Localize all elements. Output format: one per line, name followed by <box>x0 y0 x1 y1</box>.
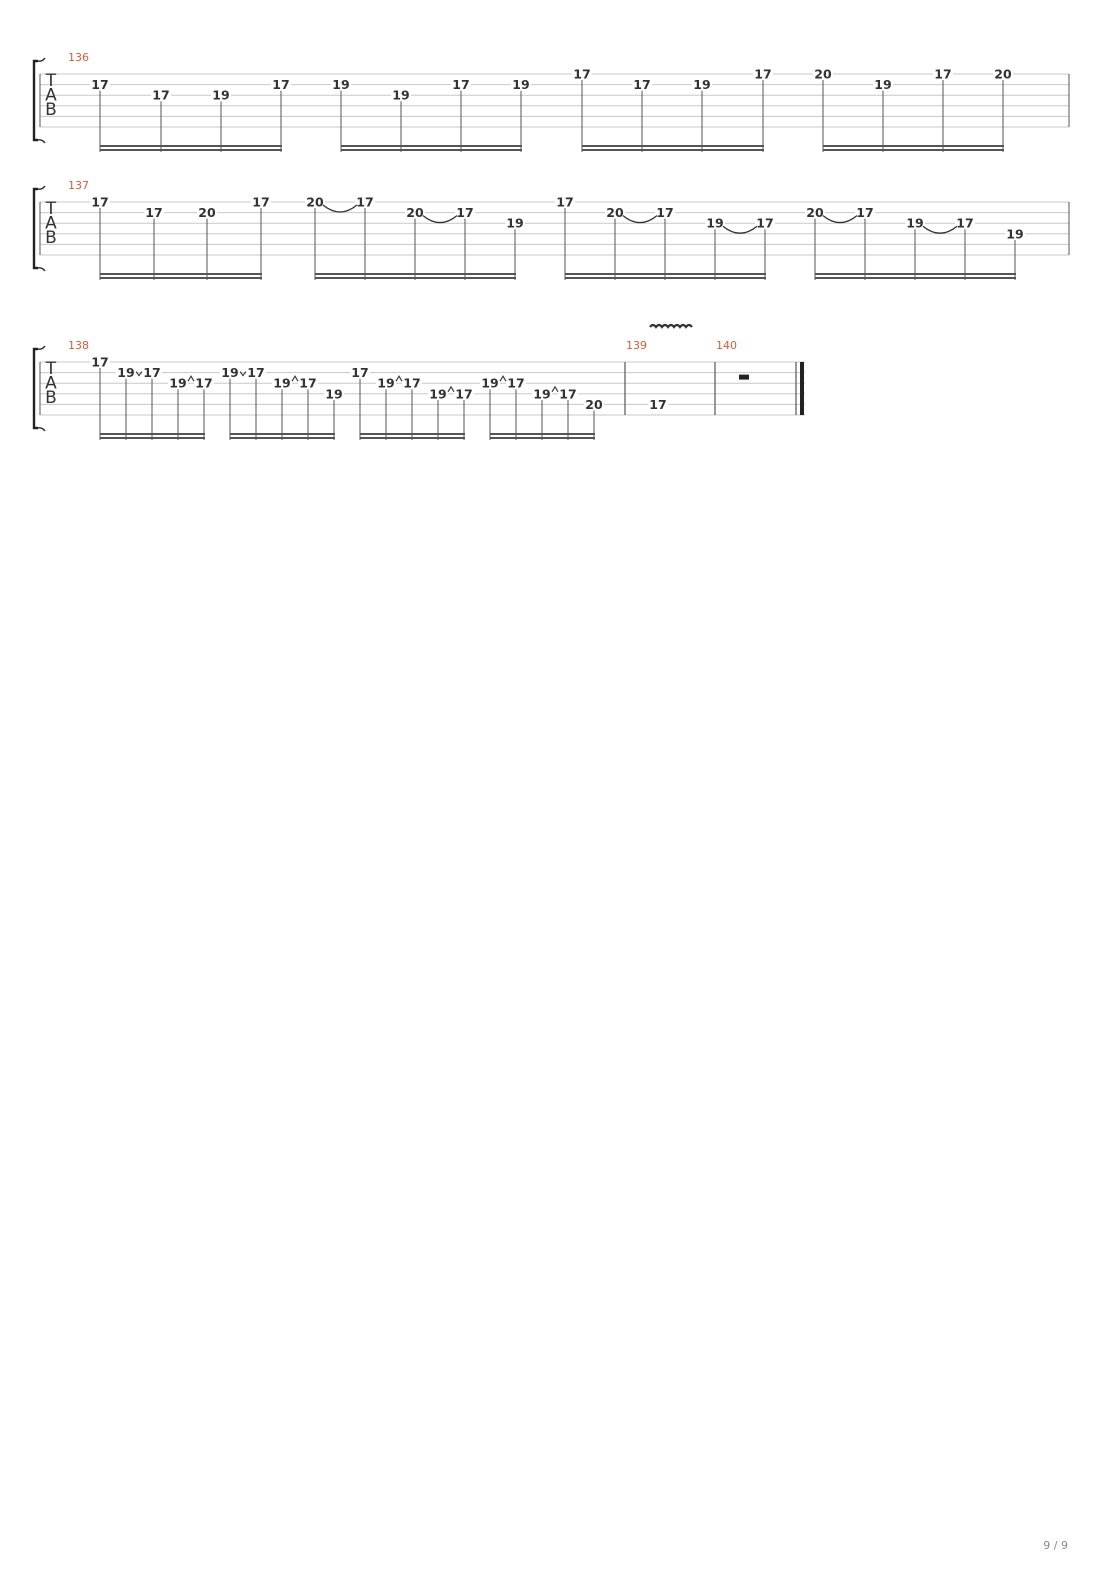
fret-number: 19 <box>273 375 291 391</box>
fret-number: 20 <box>814 66 832 82</box>
bracket-tip-bottom <box>38 140 45 143</box>
slur <box>423 216 457 223</box>
slur <box>823 216 857 223</box>
fret-number: 17 <box>455 386 473 402</box>
measure-number: 137 <box>68 179 89 192</box>
fret-number: 17 <box>91 194 109 210</box>
tab-system-2 <box>34 179 1069 280</box>
beam-primary <box>341 145 522 147</box>
fret-number: 17 <box>143 365 161 381</box>
fret-number: 17 <box>195 375 213 391</box>
fret-number: 20 <box>306 194 324 210</box>
beam-secondary <box>815 277 1016 279</box>
fret-number: 17 <box>247 365 265 381</box>
vibrato-mark <box>650 325 692 327</box>
fret-number: 19 <box>117 365 135 381</box>
fret-number: 19 <box>1006 226 1024 242</box>
fret-number: 17 <box>356 194 374 210</box>
beam-secondary <box>100 437 205 439</box>
fret-number: 20 <box>806 205 824 221</box>
beam-primary <box>582 145 764 147</box>
fret-number: 20 <box>406 205 424 221</box>
fret-number: 17 <box>956 215 974 231</box>
system-bracket <box>34 349 38 428</box>
beam-primary <box>100 145 282 147</box>
fret-number: 20 <box>606 205 624 221</box>
final-barline-thick <box>800 362 804 415</box>
fret-number: 17 <box>91 77 109 93</box>
measure-number: 136 <box>68 51 89 64</box>
beam-secondary <box>360 437 465 439</box>
tab-system-1 <box>34 51 1069 152</box>
beam-primary <box>100 273 262 275</box>
fret-number: 19 <box>506 215 524 231</box>
fret-number: 19 <box>169 375 187 391</box>
fret-number: 17 <box>403 375 421 391</box>
bracket-tip-top <box>38 186 45 189</box>
beam-secondary <box>315 277 516 279</box>
fret-number: 19 <box>874 77 892 93</box>
fret-number: 19 <box>706 215 724 231</box>
tab-clef-letter: B <box>45 388 57 408</box>
hammer-on-mark <box>552 387 558 392</box>
fret-number: 19 <box>906 215 924 231</box>
beam-secondary <box>823 149 1004 151</box>
beam-secondary <box>341 149 522 151</box>
system-bracket <box>34 61 38 140</box>
fret-number: 17 <box>299 375 317 391</box>
beam-primary <box>100 433 205 435</box>
tab-clef-letter: B <box>45 100 57 120</box>
page-number: 9 / 9 <box>1043 1539 1068 1552</box>
hammer-on-mark <box>448 387 454 392</box>
beam-secondary <box>230 437 335 439</box>
beam-primary <box>490 433 595 435</box>
fret-number: 17 <box>556 194 574 210</box>
fret-number: 17 <box>507 375 525 391</box>
fret-number: 17 <box>452 77 470 93</box>
slur <box>323 205 357 212</box>
measure-number: 139 <box>626 339 647 352</box>
tab-system-3 <box>34 325 805 440</box>
fret-number: 17 <box>152 87 170 103</box>
fret-number: 17 <box>649 396 667 412</box>
fret-number: 19 <box>481 375 499 391</box>
fret-number: 17 <box>91 354 109 370</box>
beam-secondary <box>565 277 766 279</box>
hammer-on-mark <box>188 376 194 381</box>
bracket-tip-bottom <box>38 428 45 431</box>
slur <box>923 226 957 233</box>
fret-number: 19 <box>221 365 239 381</box>
measure-number: 140 <box>716 339 737 352</box>
fret-number: 19 <box>429 386 447 402</box>
measure-number: 138 <box>68 339 89 352</box>
fret-number: 17 <box>456 205 474 221</box>
fret-number: 20 <box>198 205 216 221</box>
hammer-on-mark <box>396 376 402 381</box>
fret-number: 17 <box>573 66 591 82</box>
fret-number: 19 <box>325 386 343 402</box>
fret-number: 20 <box>585 396 603 412</box>
fret-number: 20 <box>994 66 1012 82</box>
bracket-tip-top <box>38 58 45 61</box>
beam-secondary <box>582 149 764 151</box>
fret-number: 19 <box>533 386 551 402</box>
hammer-on-mark <box>500 376 506 381</box>
fret-number: 17 <box>272 77 290 93</box>
tab-clef-letter: B <box>45 228 57 248</box>
fret-number: 17 <box>351 365 369 381</box>
slur <box>623 216 657 223</box>
fret-number: 17 <box>934 66 952 82</box>
slur <box>723 226 757 233</box>
beam-secondary <box>100 149 282 151</box>
fret-number: 19 <box>693 77 711 93</box>
fret-number: 19 <box>392 87 410 103</box>
fret-number: 19 <box>512 77 530 93</box>
beam-primary <box>315 273 516 275</box>
fret-number: 17 <box>756 215 774 231</box>
hammer-on-mark <box>292 376 298 381</box>
fret-number: 19 <box>332 77 350 93</box>
tab-clef-letter: T <box>45 71 57 91</box>
fret-number: 17 <box>856 205 874 221</box>
tab-clef-letter: A <box>45 373 57 394</box>
beam-primary <box>815 273 1016 275</box>
tab-clef-letter: T <box>45 359 57 379</box>
fret-number: 17 <box>656 205 674 221</box>
beam-secondary <box>100 277 262 279</box>
tab-clef-letter: T <box>45 199 57 219</box>
beam-secondary <box>490 437 595 439</box>
fret-number: 17 <box>633 77 651 93</box>
fret-number: 17 <box>145 205 163 221</box>
fret-number: 19 <box>377 375 395 391</box>
beam-primary <box>565 273 766 275</box>
beam-primary <box>230 433 335 435</box>
fret-number: 19 <box>212 87 230 103</box>
bracket-tip-bottom <box>38 268 45 271</box>
tab-clef-letter: A <box>45 85 57 106</box>
bracket-tip-top <box>38 346 45 349</box>
beam-primary <box>360 433 465 435</box>
fret-number: 17 <box>252 194 270 210</box>
tab-clef-letter: A <box>45 213 57 234</box>
whole-rest <box>739 375 749 380</box>
fret-number: 17 <box>754 66 772 82</box>
fret-number: 17 <box>559 386 577 402</box>
beam-primary <box>823 145 1004 147</box>
system-bracket <box>34 189 38 268</box>
